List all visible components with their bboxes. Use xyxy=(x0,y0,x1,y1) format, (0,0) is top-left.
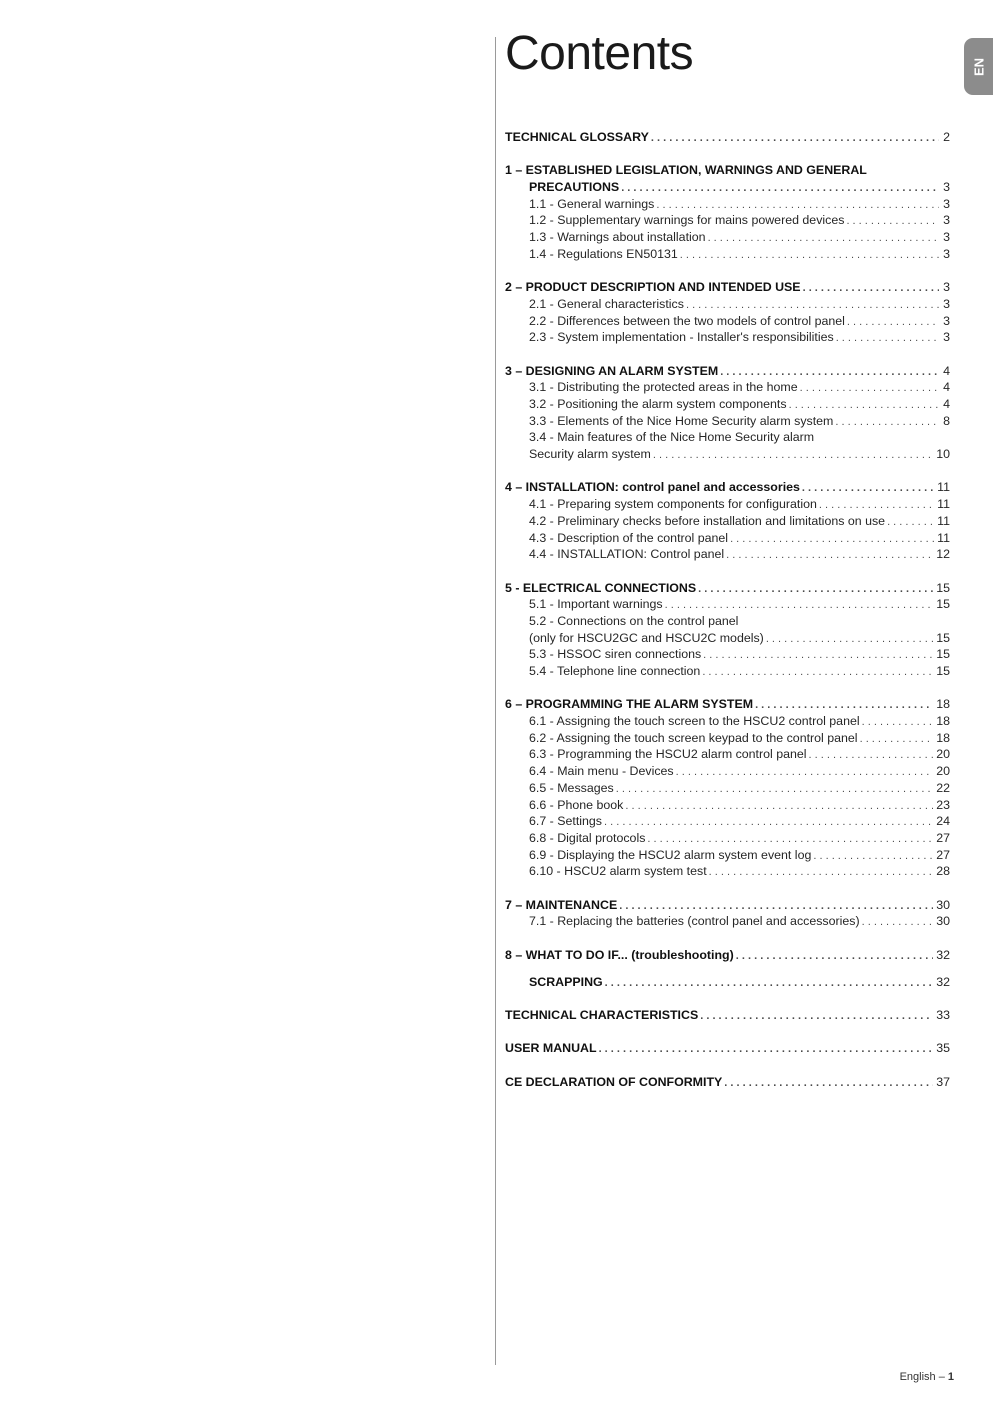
toc-dot-leader xyxy=(621,180,939,197)
toc-dot-leader xyxy=(803,280,939,297)
toc-dot-leader xyxy=(686,297,939,314)
toc-entry-label: 4.3 - Description of the control panel xyxy=(529,530,729,545)
toc-spacer xyxy=(505,1024,950,1041)
toc-dot-leader xyxy=(700,1008,933,1025)
toc-subsection-entry[interactable] xyxy=(505,546,950,563)
toc-entry-label: 3.4 - Main features of the Nice Home Security alarm xyxy=(529,430,815,445)
toc-spacer xyxy=(505,880,950,897)
toc-entry-label: 1 – ESTABLISHED LEGISLATION, WARNINGS AND GENERAL xyxy=(505,163,867,178)
toc-page-number: 11 xyxy=(937,513,950,528)
toc-entry-label: 1.1 - General warnings xyxy=(529,196,655,211)
toc-subsection-entry[interactable] xyxy=(505,496,950,513)
toc-entry-label: SCRAPPING xyxy=(529,974,603,989)
toc-entry-label: 4.1 - Preparing system components for configuration xyxy=(529,497,817,512)
toc-section-entry[interactable] xyxy=(505,580,950,597)
toc-spacer xyxy=(505,263,950,280)
toc-dot-leader xyxy=(766,631,933,648)
toc-subsection-entry[interactable] xyxy=(505,196,950,213)
toc-subsection-entry[interactable] xyxy=(505,413,950,430)
toc-page-number: 32 xyxy=(936,974,950,989)
toc-subsection-entry[interactable] xyxy=(505,329,950,346)
toc-dot-leader xyxy=(813,848,933,865)
toc-page-number: 8 xyxy=(943,413,950,428)
toc-entry-label: 6.8 - Digital protocols xyxy=(529,830,646,845)
toc-page-number: 11 xyxy=(937,497,950,512)
toc-dot-leader xyxy=(860,731,934,748)
toc-entry-label: PRECAUTIONS xyxy=(529,180,620,195)
toc-section-entry[interactable] xyxy=(505,897,950,914)
toc-entry-label: 4 – INSTALLATION: control panel and accessories xyxy=(505,480,800,495)
toc-entry-label: 1.4 - Regulations EN50131 xyxy=(529,246,678,261)
toc-subsection-entry[interactable] xyxy=(505,847,950,864)
toc-dot-leader xyxy=(835,414,939,431)
toc-entry-label: CE DECLARATION OF CONFORMITY xyxy=(505,1074,723,1089)
toc-dot-leader xyxy=(653,447,933,464)
toc-subsection-entry[interactable] xyxy=(505,613,950,630)
toc-page-number: 11 xyxy=(937,530,950,545)
toc-page-number: 20 xyxy=(936,747,950,762)
toc-entry-label: 2.1 - General characteristics xyxy=(529,296,684,311)
footer-page-number: 1 xyxy=(947,1371,954,1383)
toc-dot-leader xyxy=(887,514,934,531)
toc-entry-label: 6.7 - Settings xyxy=(529,814,603,829)
toc-section-entry[interactable] xyxy=(505,1040,950,1057)
toc-page-number: 4 xyxy=(943,363,950,378)
toc-page-number: 3 xyxy=(943,330,950,345)
toc-subsection-entry[interactable] xyxy=(505,630,950,647)
toc-page-number: 3 xyxy=(943,280,950,295)
toc-page-number: 24 xyxy=(936,814,950,829)
toc-entry-label: 7 – MAINTENANCE xyxy=(505,897,618,912)
toc-spacer xyxy=(505,930,950,947)
toc-section-entry[interactable] xyxy=(505,974,950,991)
toc-entry-label: 6 – PROGRAMMING THE ALARM SYSTEM xyxy=(505,697,754,712)
toc-section-entry[interactable] xyxy=(505,479,950,496)
toc-entry-label: (only for HSCU2GC and HSCU2C models) xyxy=(529,630,764,645)
language-tab[interactable] xyxy=(964,38,993,95)
toc-entry-label: 5.3 - HSSOC siren connections xyxy=(529,647,702,662)
toc-dot-leader xyxy=(616,781,933,798)
toc-section-entry[interactable] xyxy=(505,696,950,713)
toc-page-number: 3 xyxy=(943,196,950,211)
toc-page-number: 35 xyxy=(936,1041,950,1056)
footer-language: English – xyxy=(899,1371,948,1383)
toc-section-entry[interactable] xyxy=(505,1007,950,1024)
toc-page-number: 15 xyxy=(936,647,950,662)
toc-entry-label: 6.10 - HSCU2 alarm system test xyxy=(529,864,707,879)
toc-page-number: 33 xyxy=(936,1008,950,1023)
toc-entry-label: 5.4 - Telephone line connection xyxy=(529,664,701,678)
toc-dot-leader xyxy=(836,330,939,347)
toc-entry-label: 6.2 - Assigning the touch screen keypad to the control panel xyxy=(529,730,858,745)
toc-page-number: 12 xyxy=(936,547,950,562)
toc-page-number: 23 xyxy=(936,797,950,812)
toc-entry-label: 7.1 - Replacing the batteries (control panel and accessories) xyxy=(529,914,860,929)
toc-entry-label: TECHNICAL GLOSSARY xyxy=(505,130,649,144)
toc-spacer xyxy=(505,990,950,1007)
toc-dot-leader xyxy=(800,380,939,397)
toc-page-number: 15 xyxy=(936,630,950,645)
toc-subsection-entry[interactable] xyxy=(505,296,950,313)
toc-subsection-entry[interactable] xyxy=(505,446,950,463)
toc-subsection-entry[interactable] xyxy=(505,763,950,780)
toc-subsection-entry[interactable] xyxy=(505,813,950,830)
toc-subsection-entry[interactable] xyxy=(505,530,950,547)
toc-page-number: 15 xyxy=(936,664,950,678)
toc-page-number: 3 xyxy=(943,313,950,328)
toc-entry-label: 6.6 - Phone book xyxy=(529,797,624,812)
toc-entry-label: 5.2 - Connections on the control panel xyxy=(529,613,739,628)
toc-dot-leader xyxy=(605,975,934,992)
toc-page-number: 15 xyxy=(936,580,950,595)
toc-spacer xyxy=(505,1057,950,1074)
vertical-divider xyxy=(495,37,496,1365)
toc-page-number: 3 xyxy=(943,296,950,311)
toc-dot-leader xyxy=(846,213,939,230)
toc-page-number: 10 xyxy=(936,447,950,462)
toc-section-entry[interactable] xyxy=(505,162,950,179)
toc-dot-leader xyxy=(703,647,933,664)
toc-dot-leader xyxy=(665,597,934,614)
toc-entry-label: 6.4 - Main menu - Devices xyxy=(529,764,674,779)
toc-dot-leader xyxy=(730,531,934,548)
toc-dot-leader xyxy=(724,1075,933,1092)
toc-dot-leader xyxy=(619,898,933,915)
toc-subsection-entry[interactable] xyxy=(505,229,950,246)
toc-subsection-entry[interactable] xyxy=(505,797,950,814)
toc-page-number: 15 xyxy=(936,597,950,612)
toc-page-number: 27 xyxy=(936,830,950,845)
toc-section-entry[interactable] xyxy=(505,279,950,296)
toc-dot-leader xyxy=(656,197,939,214)
toc-entry-label: 2.3 - System implementation - Installer's responsibilities xyxy=(529,330,834,345)
toc-entry-label: 8 – WHAT TO DO IF... (troubleshooting) xyxy=(505,947,734,962)
toc-dot-leader xyxy=(708,230,939,247)
table-of-contents xyxy=(505,129,950,1090)
toc-entry-label: 6.1 - Assigning the touch screen to the HSCU2 control panel xyxy=(529,714,860,729)
toc-subsection-entry[interactable] xyxy=(505,513,950,530)
toc-entry-label: 6.5 - Messages xyxy=(529,780,614,795)
toc-subsection-entry[interactable] xyxy=(505,429,950,446)
toc-spacer xyxy=(505,563,950,580)
toc-spacer xyxy=(505,680,950,697)
language-tab-label: EN xyxy=(971,57,986,76)
toc-dot-leader xyxy=(862,914,934,931)
toc-subsection-entry[interactable] xyxy=(505,780,950,797)
toc-dot-leader xyxy=(625,798,933,815)
toc-entry-label: 3.3 - Elements of the Nice Home Security alarm system xyxy=(529,413,834,428)
toc-page-number: 18 xyxy=(936,697,950,712)
toc-dot-leader xyxy=(676,764,934,781)
toc-dot-leader xyxy=(847,314,939,331)
page-footer xyxy=(900,1371,954,1383)
toc-subsection-entry[interactable] xyxy=(505,913,950,930)
toc-page-number: 3 xyxy=(943,230,950,245)
toc-entry-label: 4.4 - INSTALLATION: Control panel xyxy=(529,547,725,562)
toc-subsection-entry[interactable] xyxy=(505,713,950,730)
toc-entry-label: Security alarm system xyxy=(529,447,651,462)
toc-dot-leader xyxy=(726,547,933,564)
toc-page-number: 18 xyxy=(936,730,950,745)
toc-subsection-entry[interactable] xyxy=(505,596,950,613)
toc-page-number: 28 xyxy=(936,864,950,879)
toc-subsection-entry[interactable] xyxy=(505,830,950,847)
toc-dot-leader xyxy=(789,397,939,414)
toc-section-entry[interactable] xyxy=(505,363,950,380)
toc-subsection-entry[interactable] xyxy=(505,396,950,413)
toc-dot-leader xyxy=(862,714,934,731)
toc-section-entry[interactable] xyxy=(505,1074,950,1091)
toc-entry-label: 3.2 - Positioning the alarm system components xyxy=(529,397,787,411)
toc-dot-leader xyxy=(709,864,934,881)
toc-entry-label: TECHNICAL CHARACTERISTICS xyxy=(505,1008,699,1023)
toc-dot-leader xyxy=(819,497,934,514)
toc-dot-leader xyxy=(647,831,933,848)
toc-entry-label: 5.1 - Important warnings xyxy=(529,597,663,612)
toc-page-number: 37 xyxy=(936,1074,950,1089)
toc-dot-leader xyxy=(802,480,934,497)
toc-spacer xyxy=(505,346,950,363)
toc-entry-label: 1.3 - Warnings about installation xyxy=(529,230,706,245)
toc-subsection-entry[interactable] xyxy=(505,646,950,663)
toc-subsection-entry[interactable] xyxy=(505,246,950,263)
toc-entry-label: 5 - ELECTRICAL CONNECTIONS xyxy=(505,580,697,595)
toc-dot-leader xyxy=(680,247,939,264)
toc-entry-label: 1.2 - Supplementary warnings for mains powered devices xyxy=(529,213,845,228)
toc-spacer xyxy=(505,463,950,480)
toc-entry-label: 3.1 - Distributing the protected areas in the home xyxy=(529,380,798,395)
toc-subsection-entry[interactable] xyxy=(505,730,950,747)
toc-spacer xyxy=(505,146,950,163)
toc-subsection-entry[interactable] xyxy=(505,379,950,396)
toc-page-number: 22 xyxy=(936,780,950,795)
toc-entry-label: USER MANUAL xyxy=(505,1041,597,1056)
toc-page-number: 2 xyxy=(943,130,950,144)
toc-page-number: 3 xyxy=(943,180,950,195)
toc-dot-leader xyxy=(720,364,939,381)
toc-page-number: 3 xyxy=(943,213,950,228)
toc-section-entry[interactable] xyxy=(505,179,950,196)
toc-page-number: 30 xyxy=(936,914,950,929)
toc-page-number: 4 xyxy=(943,380,950,395)
toc-page-number: 27 xyxy=(936,847,950,862)
toc-section-entry[interactable] xyxy=(505,129,950,146)
toc-dot-leader xyxy=(604,814,933,831)
toc-dot-leader xyxy=(651,130,939,147)
page-title: Contents xyxy=(505,27,694,80)
toc-entry-label: 2 – PRODUCT DESCRIPTION AND INTENDED USE xyxy=(505,280,801,295)
toc-dot-leader xyxy=(755,697,933,714)
toc-spacer xyxy=(505,963,950,973)
toc-subsection-entry[interactable] xyxy=(505,313,950,330)
toc-subsection-entry[interactable] xyxy=(505,863,950,880)
toc-entry-label: 6.3 - Programming the HSCU2 alarm control panel xyxy=(529,747,807,762)
toc-entry-label: 3 – DESIGNING AN ALARM SYSTEM xyxy=(505,363,719,378)
toc-page-number: 3 xyxy=(943,246,950,261)
toc-subsection-entry[interactable] xyxy=(505,663,950,680)
toc-page-number: 18 xyxy=(936,714,950,729)
toc-subsection-entry[interactable] xyxy=(505,746,950,763)
toc-dot-leader xyxy=(702,664,933,681)
toc-dot-leader xyxy=(698,581,933,598)
toc-page-number: 11 xyxy=(937,480,950,495)
toc-dot-leader xyxy=(809,747,934,764)
toc-dot-leader xyxy=(599,1041,934,1058)
toc-page-number: 32 xyxy=(936,947,950,962)
toc-section-entry[interactable] xyxy=(505,947,950,964)
toc-subsection-entry[interactable] xyxy=(505,212,950,229)
toc-page-number: 30 xyxy=(936,897,950,912)
toc-page-number: 4 xyxy=(943,397,950,411)
toc-entry-label: 4.2 - Preliminary checks before installation and limitations on use xyxy=(529,513,886,528)
toc-entry-label: 6.9 - Displaying the HSCU2 alarm system event log xyxy=(529,847,812,862)
toc-page-number: 20 xyxy=(936,764,950,779)
toc-dot-leader xyxy=(736,948,933,965)
toc-entry-label: 2.2 - Differences between the two models of control panel xyxy=(529,313,845,328)
